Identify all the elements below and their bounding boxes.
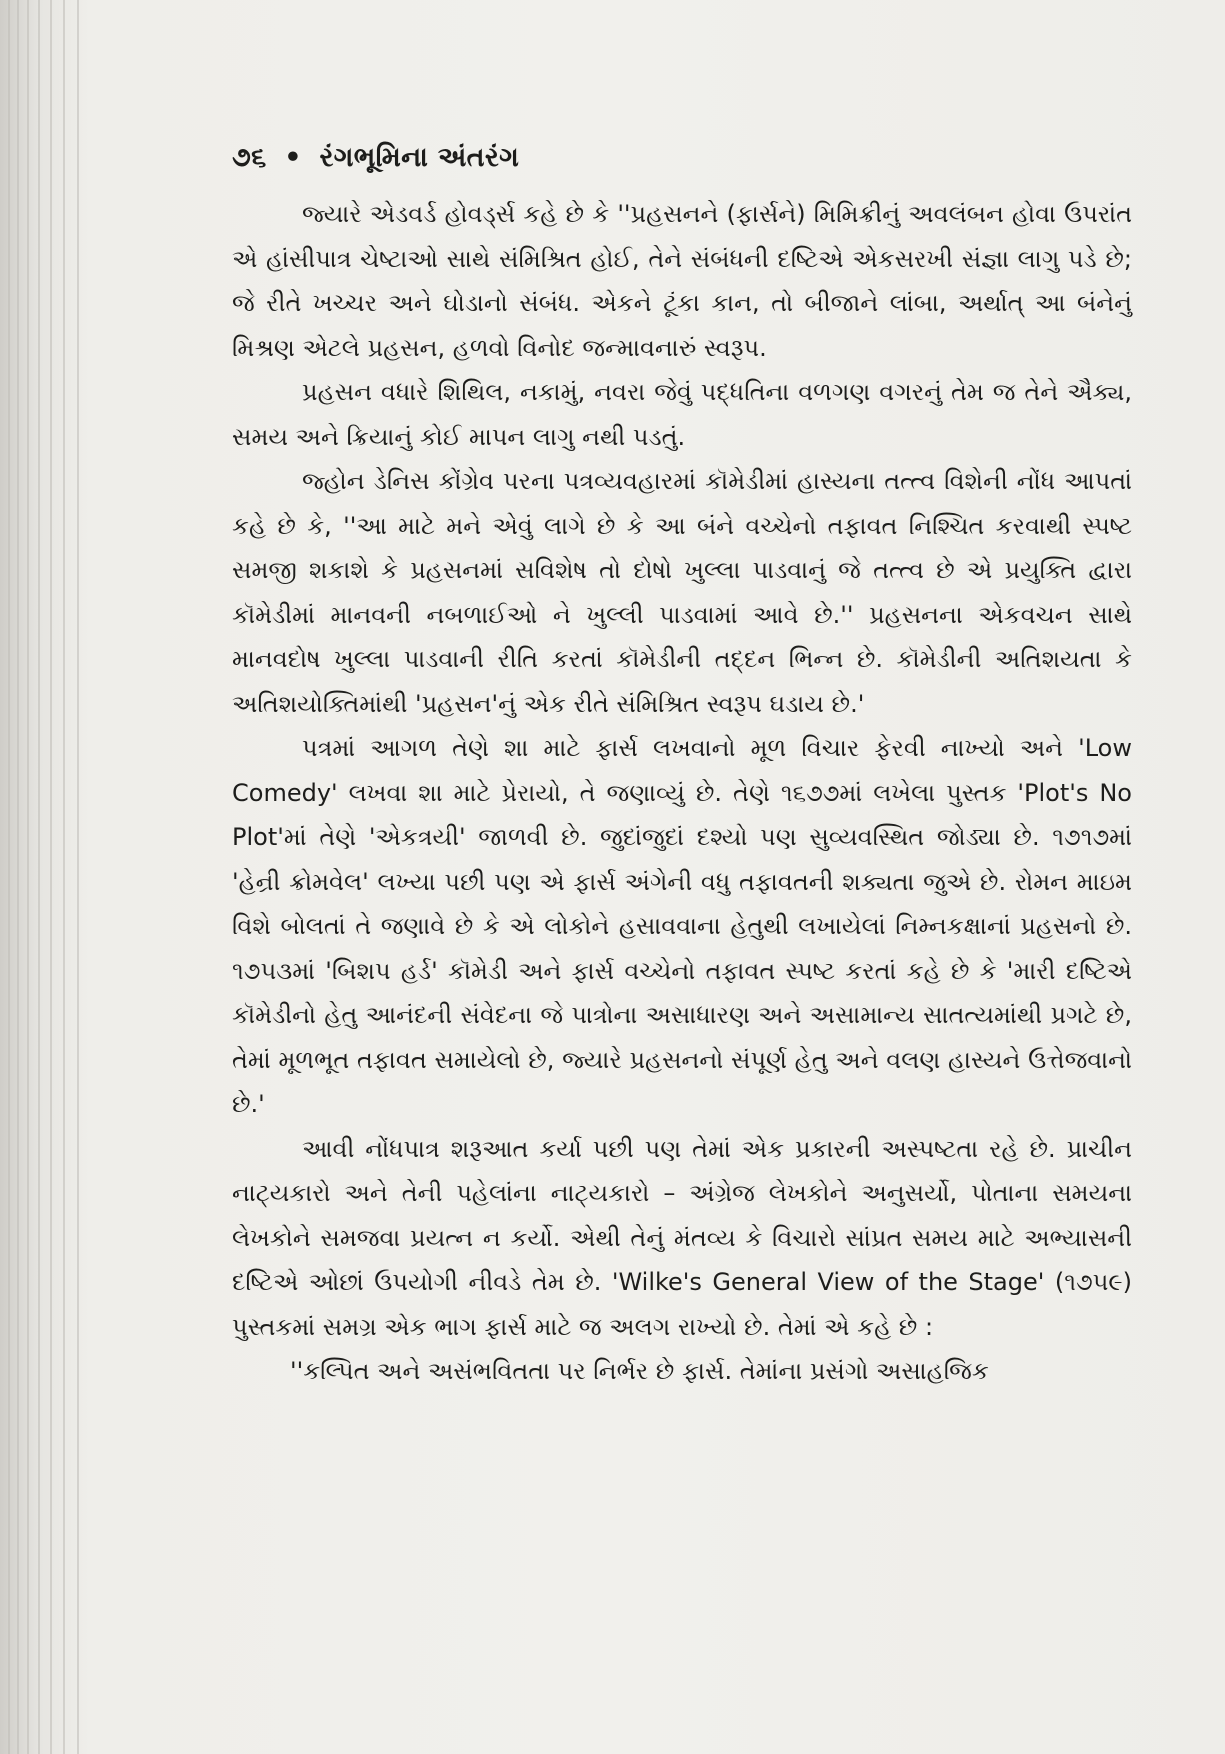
page-edge xyxy=(27,0,29,1754)
running-head-title: રંગભૂમિના અંતરંગ xyxy=(319,142,520,173)
paragraph: પ્રહસન વધારે શિથિલ, નકામું, નવરા જેવું પદ્ધતિના વળગણ વગરનું તેમ જ તેને ઐક્ય, સમય અને ક્રિયાનું કોઈ માપન લાગુ નથી પડતું. xyxy=(232,378,1132,451)
page-edge xyxy=(50,0,52,1754)
page-edge xyxy=(77,0,79,1754)
page-body xyxy=(232,142,1132,1394)
running-head xyxy=(232,142,1132,174)
page-number: ૭૬ xyxy=(232,142,267,173)
page-edge xyxy=(8,0,10,1754)
quote-paragraph: ''કલ્પિત અને અસંભવિતતા પર નિર્ભર છે ફાર્સ. તેમાંના પ્રસંગો અસાહજિક xyxy=(290,1357,989,1385)
header-separator: • xyxy=(284,142,302,173)
page-edge xyxy=(17,0,19,1754)
paragraph: જ્યારે એડવર્ડ હોવર્ડ્સ કહે છે કે ''પ્રહસનને (ફાર્સને) મિમિક્રીનું અવલંબન હોવા ઉપરાંત એ હાંસીપાત્ર ચેષ્ટાઓ સાથે સંમિશ્રિત હોઈ, તેને સંબંધની દષ્ટિએ એકસરખી સંજ્ઞા લાગુ પડે છે; જે રીતે ખચ્ચર અને ઘોડાનો સંબંધ. એકને ટૂંકા કાન, તો બીજાને લાંબા, અર્થાત્ આ બંનેનું મિશ્રણ એટલે પ્રહસન, હળવો વિનોદ જન્માવનારું સ્વરૂપ. xyxy=(232,200,1132,362)
page-edge xyxy=(63,0,65,1754)
paragraph: જ્હોન ડેનિસ કોંગ્રેવ પરના પત્રવ્યવહારમાં કૉમેડીમાં હાસ્યના તત્ત્વ વિશેની નોંધ આપતાં કહે છે કે, ''આ માટે મને એવું લાગે છે કે આ બંને વચ્ચેનો તફાવત નિશ્ચિત કરવાથી સ્પષ્ટ સમજી શકાશે કે પ્રહસનમાં સવિશેષ તો દોષો ખુલ્લા પાડવાનું જે તત્ત્વ છે એ પ્રયુક્તિ દ્વારા કૉમેડીમાં માનવની નબળાઈઓ ને ખુલ્લી પાડવામાં આવે છે.'' પ્રહસનના એકવચન સાથે માનવદોષ ખુલ્લા પાડવાની રીતિ કરતાં કૉમેડીની તદ્દન ભિન્ન છે. કૉમેડીની અતિશયતા કે અતિશયોક્તિમાંથી 'પ્રહસન'નું એક રીતે સંમિશ્રિત સ્વરૂપ ઘડાય છે.' xyxy=(232,467,1132,718)
paragraph: આવી નોંધપાત્ર શરૂઆત કર્યા પછી પણ તેમાં એક પ્રકારની અસ્પષ્ટતા રહે છે. પ્રાચીન નાટ્યકારો અને તેની પહેલાંના નાટ્યકારો – અંગ્રેજ લેખકોને અનુસર્યો, પોતાના સમયના લેખકોને સમજવા પ્રયત્ન ન કર્યો. એથી તેનું મંતવ્ય કે વિચારો સાંપ્રત સમય માટે અભ્યાસની દષ્ટિએ ઓછાં ઉપયોગી નીવડે તેમ છે. 'Wilke's General View of the Stage' (૧૭૫૯) પુસ્તકમાં સમગ્ર એક ભાગ ફાર્સ માટે જ અલગ રાખ્યો છે. તેમાં એ કહે છે : xyxy=(232,1134,1132,1341)
paragraph: પત્રમાં આગળ તેણે શા માટે ફાર્સ લખવાનો મૂળ વિચાર ફેરવી નાખ્યો અને 'Low Comedy' લખવા શા માટે પ્રેરાયો, તે જણાવ્યું છે. તેણે ૧૬૭૭માં લખેલા પુસ્તક 'Plot's No Plot'માં તેણે 'એકત્રયી' જાળવી છે. જુદાંજુદાં દશ્યો પણ સુવ્યવસ્થિત જોડ્યા છે. ૧૭૧૭માં 'હેન્રી ક્રોમવેલ' લખ્યા પછી પણ એ ફાર્સ અંગેની વધુ તફાવતની શક્યતા જુએ છે. રોમન માઇમ વિશે બોલતાં તે જણાવે છે કે એ લોકોને હસાવવાના હેતુથી લખાયેલાં નિમ્નકક્ષાનાં પ્રહસનો છે. ૧૭૫૩માં 'બિશપ હર્ડ' કૉમેડી અને ફાર્સ વચ્ચેનો તફાવત સ્પષ્ટ કરતાં કહે છે કે 'મારી દષ્ટિએ કૉમેડીનો હેતુ આનંદની સંવેદના જે પાત્રોના અસાધારણ અને અસામાન્ય સાતત્યમાંથી પ્રગટે છે, તેમાં મૂળભૂત તફાવત સમાયેલો છે, જ્યારે પ્રહસનનો સંપૂર્ણ હેતુ અને વલણ હાસ્યને ઉત્તેજવાનો છે.' xyxy=(232,734,1132,1118)
page-edge xyxy=(38,0,40,1754)
